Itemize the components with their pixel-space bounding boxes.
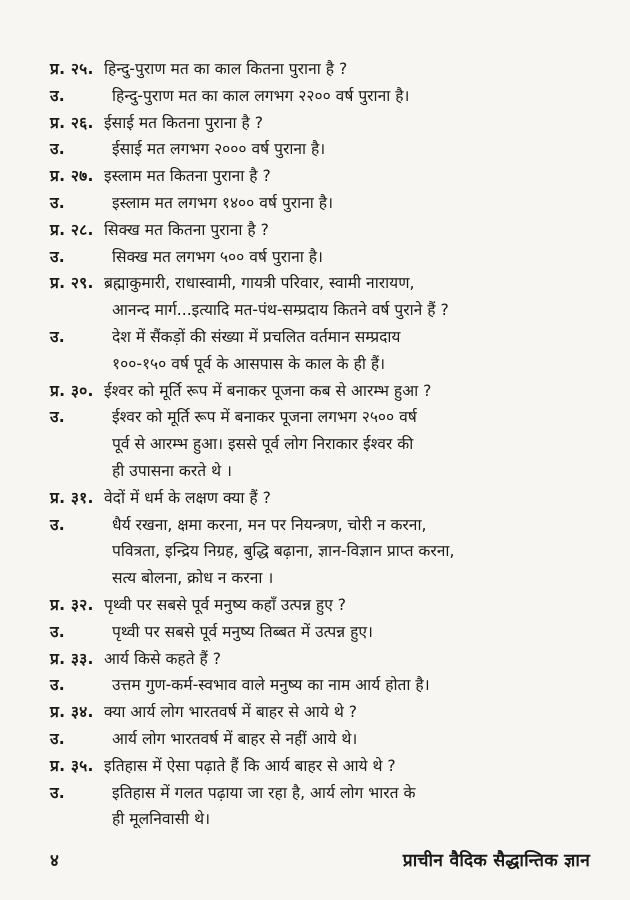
answer-marker: उ. — [50, 193, 65, 212]
answer-text: सिक्ख मत लगभग ५०० वर्ष पुराना है। — [112, 247, 323, 266]
question-line — [50, 592, 586, 619]
question-text: वेदों में धर्म के लक्षण क्या हैं ? — [104, 488, 271, 507]
page-footer — [50, 848, 590, 872]
question-line — [50, 646, 586, 673]
answer-line — [50, 190, 586, 217]
answer-line — [50, 404, 586, 431]
answer-text: १००-१५० वर्ष पूर्व के आसपास के काल के ही हैं। — [112, 354, 386, 373]
answer-marker: उ. — [50, 408, 65, 427]
question-number: प्र. २८. — [50, 220, 94, 239]
question-line — [50, 270, 586, 297]
question-text: आनन्द मार्ग...इत्यादि मत-पंथ-सम्प्रदाय कितने वर्ष पुराने हैं ? — [112, 301, 449, 320]
question-number: प्र. ३४. — [50, 703, 94, 722]
answer-line — [50, 458, 586, 485]
question-text: इतिहास में ऐसा पढ़ाते हैं कि आर्य बाहर से आये थे ? — [104, 756, 396, 775]
answer-line — [50, 780, 586, 807]
question-text: पृथ्वी पर सबसे पूर्व मनुष्य कहाँ उत्पन्न हुए ? — [104, 595, 347, 614]
answer-text: धैर्य रखना, क्षमा करना, मन पर नियन्त्रण, चोरी न करना, — [112, 515, 427, 534]
answer-marker: उ. — [50, 622, 65, 641]
question-text: आर्य किसे कहते हैं ? — [104, 649, 222, 668]
answer-text: इस्लाम मत लगभग १४०० वर्ष पुराना है। — [112, 193, 333, 212]
answer-text: आर्य लोग भारतवर्ष में बाहर से नहीं आये थे। — [112, 729, 358, 748]
answer-text: पूर्व से आरम्भ हुआ। इससे पूर्व लोग निराकार ईश्वर की — [112, 435, 414, 454]
question-number: प्र. २६. — [50, 113, 94, 132]
answer-text: ही मूलनिवासी थे। — [112, 810, 210, 829]
question-number: प्र. २५. — [50, 60, 94, 78]
question-number: प्र. २७. — [50, 167, 94, 186]
question-number: प्र. ३१. — [50, 488, 94, 507]
answer-marker: उ. — [50, 327, 65, 346]
question-line — [50, 753, 586, 780]
answer-marker: उ. — [50, 86, 65, 105]
answer-line — [50, 136, 586, 163]
question-number: प्र. ३०. — [50, 381, 94, 400]
question-text: ईश्वर को मूर्ति रूप में बनाकर पूजना कब से आरम्भ हुआ ? — [104, 381, 432, 400]
answer-line — [50, 806, 586, 833]
answer-marker: उ. — [50, 247, 65, 266]
answer-line — [50, 244, 586, 271]
answer-line — [50, 619, 586, 646]
question-text: इस्लाम मत कितना पुराना है ? — [104, 167, 271, 186]
answer-text: ही उपासना करते थे । — [112, 461, 232, 480]
answer-text: ईश्वर को मूर्ति रूप में बनाकर पूजना लगभग २५०० वर्ष — [112, 408, 417, 427]
answer-line — [50, 538, 586, 565]
answer-line — [50, 512, 586, 539]
qa-list — [50, 56, 586, 833]
question-text: ईसाई मत कितना पुराना है ? — [104, 113, 264, 132]
question-text: सिक्ख मत कितना पुराना है ? — [104, 220, 269, 239]
question-text: हिन्दु-पुराण मत का काल कितना पुराना है ? — [104, 60, 348, 78]
question-number: प्र. ३३. — [50, 649, 94, 668]
question-number: प्र. २९. — [50, 274, 94, 293]
answer-text: सत्य बोलना, क्रोध न करना । — [112, 569, 274, 588]
question-number: प्र. ३५. — [50, 756, 94, 775]
answer-line — [50, 726, 586, 753]
page-number: ४ — [50, 851, 59, 871]
answer-line — [50, 672, 586, 699]
answer-line — [50, 83, 586, 110]
question-line — [50, 163, 586, 190]
answer-line — [50, 324, 586, 351]
answer-text: हिन्दु-पुराण मत का काल लगभग २२०० वर्ष पुराना है। — [112, 86, 410, 105]
answer-marker: उ. — [50, 140, 65, 159]
answer-text: इतिहास में गलत पढ़ाया जा रहा है, आर्य लोग भारत के — [112, 783, 416, 802]
answer-text: देश में सैंकड़ों की संख्या में प्रचलित वर्तमान सम्प्रदाय — [112, 327, 401, 346]
question-line — [50, 378, 586, 405]
answer-marker: उ. — [50, 515, 65, 534]
answer-text: उत्तम गुण-कर्म-स्वभाव वाले मनुष्य का नाम आर्य होता है। — [112, 676, 430, 695]
answer-marker: उ. — [50, 729, 65, 748]
answer-line — [50, 431, 586, 458]
book-title: प्राचीन वैदिक सैद्धान्तिक ज्ञान — [402, 851, 590, 871]
answer-text: पृथ्वी पर सबसे पूर्व मनुष्य तिब्बत में उत्पन्न हुए। — [112, 622, 373, 641]
answer-text: पवित्रता, इन्द्रिय निग्रह, बुद्धि बढ़ाना, ज्ञान-विज्ञान प्राप्त करना, — [112, 542, 455, 561]
question-line — [50, 217, 586, 244]
question-line — [50, 297, 586, 324]
answer-text: ईसाई मत लगभग २००० वर्ष पुराना है। — [112, 140, 326, 159]
question-text: क्या आर्य लोग भारतवर्ष में बाहर से आये थे ? — [104, 703, 358, 722]
question-line — [50, 110, 586, 137]
answer-line — [50, 351, 586, 378]
question-line — [50, 699, 586, 726]
question-number: प्र. ३२. — [50, 595, 94, 614]
question-text: ब्रह्माकुमारी, राधास्वामी, गायत्री परिवार, स्वामी नारायण, — [104, 274, 415, 293]
answer-line — [50, 565, 586, 592]
question-line — [50, 485, 586, 512]
question-line — [50, 56, 586, 83]
answer-marker: उ. — [50, 783, 65, 802]
answer-marker: उ. — [50, 676, 65, 695]
